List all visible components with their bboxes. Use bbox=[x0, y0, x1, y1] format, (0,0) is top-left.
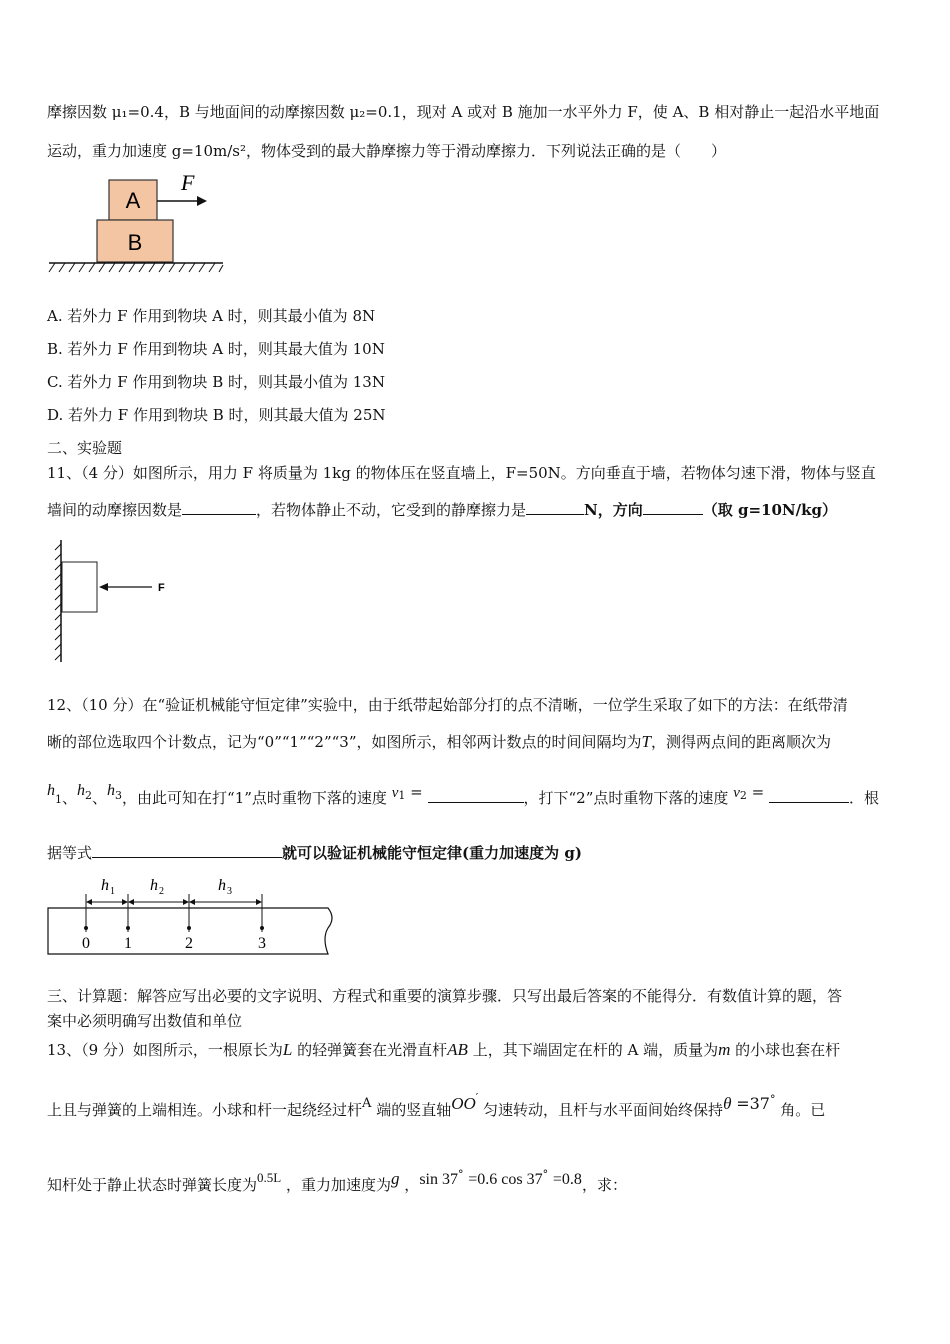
q13-text-c: 上，其下端固定在杆的 A 端，质量为 bbox=[472, 1041, 719, 1059]
block-b-label: B bbox=[127, 230, 143, 255]
v1-equals: = bbox=[410, 783, 423, 801]
q13-text-k: ， bbox=[404, 1176, 420, 1194]
q13-text-h: 角。已 bbox=[780, 1101, 826, 1119]
q12-text-g: 就可以验证机械能守恒定律(重力加速度为 g) bbox=[282, 844, 582, 862]
q10-option-b: B. 若外力 F 作用到物块 A 时，则其最大值为 10N bbox=[47, 340, 385, 358]
q13-stem-line-1 bbox=[47, 1040, 840, 1060]
q11-text-d: （取 g=10N/kg） bbox=[702, 501, 837, 519]
q13-stem-line-3 bbox=[47, 1168, 627, 1197]
h1-subscript: 1 bbox=[55, 793, 62, 806]
q12-tape-figure bbox=[46, 870, 338, 960]
tape-point-2: 2 bbox=[185, 935, 193, 952]
q10-option-a: A. 若外力 F 作用到物块 A 时，则其最小值为 8N bbox=[47, 307, 376, 325]
h2-symbol: h bbox=[77, 782, 86, 799]
section-3-line-1: 三、计算题：解答应写出必要的文字说明、方程式和重要的演算步骤．只写出最后答案的不能得分．有数值计算的题，答 bbox=[47, 987, 843, 1005]
q12-text-d: ，打下“2”点时重物下落的速度 bbox=[523, 789, 729, 807]
v2-subscript: 2 bbox=[739, 789, 747, 802]
tape-h3-sub: 3 bbox=[227, 886, 232, 897]
sin-value-cos-expression: =0.6 cos 37 bbox=[468, 1171, 543, 1188]
q12-blank-3 bbox=[92, 843, 282, 858]
q11-stem-line-1: 11、（4 分）如图所示，用力 F 将质量为 1kg 的物体压在竖直墙上，F=50N。方向垂直于墙，若物体匀速下滑，物体与竖直 bbox=[47, 464, 876, 482]
theta-symbol: θ bbox=[723, 1094, 732, 1113]
axis-prime: ′ bbox=[475, 1091, 479, 1104]
sin-expression: sin 37 bbox=[419, 1171, 458, 1188]
q12-text-b: ，测得两点间的距离顺次为 bbox=[651, 733, 832, 751]
q10-option-c: C. 若外力 F 作用到物块 B 时，则其最小值为 13N bbox=[47, 373, 385, 391]
h3-subscript: 3 bbox=[115, 789, 123, 802]
press-force-label: F bbox=[158, 582, 165, 594]
q12-stem-line-4 bbox=[47, 843, 582, 863]
v2-symbol: v bbox=[733, 785, 740, 801]
q12-stem-line-2 bbox=[47, 732, 831, 752]
q12-stem-line-1: 12、（10 分）在“验证机械能守恒定律”实验中，由于纸带起始部分打的点不清晰，一位学生采取了如下的方法：在纸带清 bbox=[47, 696, 848, 714]
block-a-label: A bbox=[125, 188, 141, 213]
q11-blank-1 bbox=[182, 500, 256, 515]
v1-symbol: v bbox=[391, 785, 399, 801]
force-arrowhead bbox=[197, 196, 207, 206]
h2-subscript: 2 bbox=[85, 789, 93, 802]
pressed-object bbox=[62, 562, 97, 612]
sin-degree: ° bbox=[457, 1168, 464, 1181]
q13-text-g: 匀速转动，且杆与水平面间始终保持 bbox=[483, 1101, 724, 1119]
q10-option-d: D. 若外力 F 作用到物块 B 时，则其最大值为 25N bbox=[47, 406, 386, 424]
q11-stem-line-2 bbox=[47, 500, 837, 520]
q11-text-c: N，方向 bbox=[584, 501, 643, 519]
gravity-symbol: g bbox=[391, 1169, 400, 1188]
q13-text-f: 端的竖直轴 bbox=[376, 1101, 452, 1119]
section-3-line-2: 案中必须明确写出数值和单位 bbox=[47, 1012, 243, 1030]
q12-text-c: ，由此可知在打“1”点时重物下落的速度 bbox=[122, 789, 387, 807]
tape-point-0: 0 bbox=[82, 935, 90, 952]
q11-wall-figure bbox=[52, 538, 182, 664]
q12-text-a: 晰的部位选取四个计数点，记为“0”“1”“2”“3”，如图所示，相邻两计数点的时间间隔均为 bbox=[47, 733, 642, 751]
force-label: F bbox=[181, 170, 195, 195]
cos-value: =0.8 bbox=[552, 1171, 582, 1188]
q13-text-i: 知杆处于静止状态时弹簧长度为 bbox=[47, 1176, 258, 1194]
q13-stem-line-2 bbox=[47, 1091, 826, 1122]
axis-symbol: OO bbox=[451, 1094, 476, 1113]
h3-symbol: h bbox=[107, 782, 116, 799]
q12-blank-2 bbox=[769, 788, 849, 803]
ground-hatching bbox=[49, 263, 223, 272]
tape-h3-label: h bbox=[218, 877, 226, 894]
q11-text-b: ，若物体静止不动，它受到的静摩擦力是 bbox=[256, 501, 527, 519]
tape-point-3: 3 bbox=[258, 935, 266, 952]
cos-degree: ° bbox=[542, 1168, 549, 1181]
v1-subscript: 1 bbox=[398, 789, 406, 802]
q13-text-j: ，重力加速度为 bbox=[286, 1176, 392, 1194]
section-2-title: 二、实验题 bbox=[47, 439, 123, 457]
rod-symbol: AB bbox=[447, 1040, 468, 1059]
wall-hatching bbox=[55, 544, 61, 660]
q12-text-f: 据等式 bbox=[47, 844, 93, 862]
tape-point-1: 1 bbox=[124, 935, 132, 952]
tape-h2-label: h bbox=[150, 877, 158, 894]
theta-degree: ° bbox=[769, 1093, 776, 1106]
tape-h1-label: h bbox=[101, 877, 109, 894]
q11-text-a: 墙间的动摩擦因数是 bbox=[47, 501, 183, 519]
q10-stem-line-1: 摩擦因数 μ₁=0.4，B 与地面间的动摩擦因数 μ₂=0.1，现对 A 或对 B 施加一水平外力 F，使 A、B 相对静止一起沿水平地面 bbox=[47, 103, 880, 121]
q13-text-e: 上且与弹簧的上端相连。小球和杆一起绕经过杆 bbox=[47, 1101, 363, 1119]
q10-stem-line-2: 运动，重力加速度 g=10m/s²，物体受到的最大静摩擦力等于滑动摩擦力．下列说法正确的是（ ） bbox=[47, 142, 727, 160]
sep-2: 、 bbox=[92, 789, 108, 807]
q12-stem-line-3 bbox=[47, 782, 880, 810]
press-force-arrowhead bbox=[99, 583, 108, 591]
end-a-symbol: A bbox=[362, 1096, 372, 1111]
v2-equals: = bbox=[751, 783, 765, 801]
half-length-value: 0.5L bbox=[257, 1170, 282, 1185]
q13-text-b: 的轻弹簧套在光滑直杆 bbox=[297, 1041, 448, 1059]
q13-text-a: 13、（9 分）如图所示，一根原长为 bbox=[47, 1041, 283, 1059]
theta-value: =37 bbox=[736, 1094, 770, 1113]
length-symbol: L bbox=[282, 1040, 293, 1059]
sep-1: 、 bbox=[62, 789, 78, 807]
h1-symbol: h bbox=[47, 782, 55, 799]
tape-h1-sub: 1 bbox=[110, 886, 115, 897]
q12-text-e: ．根 bbox=[849, 789, 880, 807]
q13-text-l: ，求： bbox=[581, 1176, 627, 1194]
period-symbol: T bbox=[641, 732, 651, 751]
q10-blocks-figure bbox=[47, 170, 227, 280]
q13-text-d: 的小球也套在杆 bbox=[735, 1041, 841, 1059]
mass-symbol: m bbox=[718, 1040, 731, 1059]
q11-blank-3 bbox=[643, 500, 703, 515]
q12-blank-1 bbox=[428, 788, 524, 803]
tape-h2-sub: 2 bbox=[159, 886, 164, 897]
q11-blank-2 bbox=[526, 500, 584, 515]
